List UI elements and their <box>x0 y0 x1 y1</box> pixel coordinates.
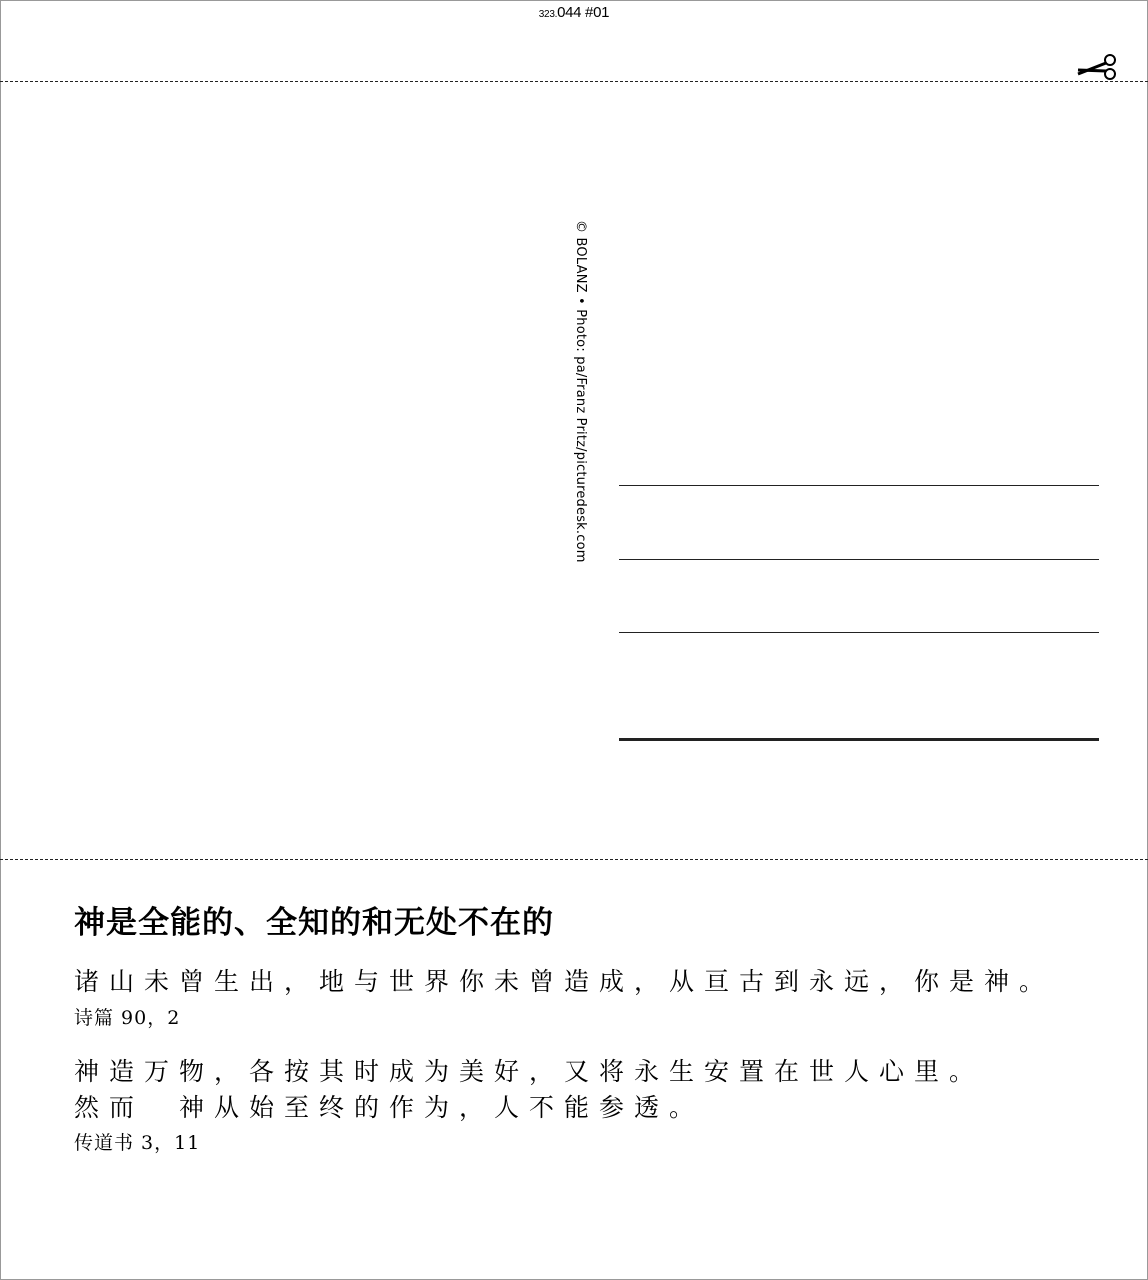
cut-line-bottom <box>0 859 1148 860</box>
cut-line-top <box>0 81 1148 82</box>
scissors-icon <box>1076 52 1120 82</box>
product-code <box>0 4 1148 21</box>
verse-1-reference: 诗篇 90，2 <box>74 1007 181 1029</box>
verse-2-reference: 传道书 3，11 <box>74 1132 201 1154</box>
address-line-3 <box>619 632 1099 633</box>
product-code-prefix: 323. <box>538 9 558 20</box>
product-code-main: 044 #01 <box>557 4 610 21</box>
address-line-2 <box>619 559 1099 560</box>
card-title: 神是全能的、全知的和无处不在的 <box>74 905 554 941</box>
verse-1-text: 诸山未曾生出，地与世界你未曾造成，从亘古到永远，你是神。 <box>74 967 1055 996</box>
verse-2-line-2: 然而 神从始至终的作为，人不能参透。 <box>74 1093 705 1122</box>
address-line-1 <box>619 485 1099 486</box>
photo-credit: © BOLANZ • Photo: pa/Franz Pritz/picturedesk.com <box>573 220 588 563</box>
verse-2-line-1: 神造万物，各按其时成为美好，又将永生安置在世人心里。 <box>74 1057 985 1086</box>
address-line-4 <box>619 738 1099 741</box>
